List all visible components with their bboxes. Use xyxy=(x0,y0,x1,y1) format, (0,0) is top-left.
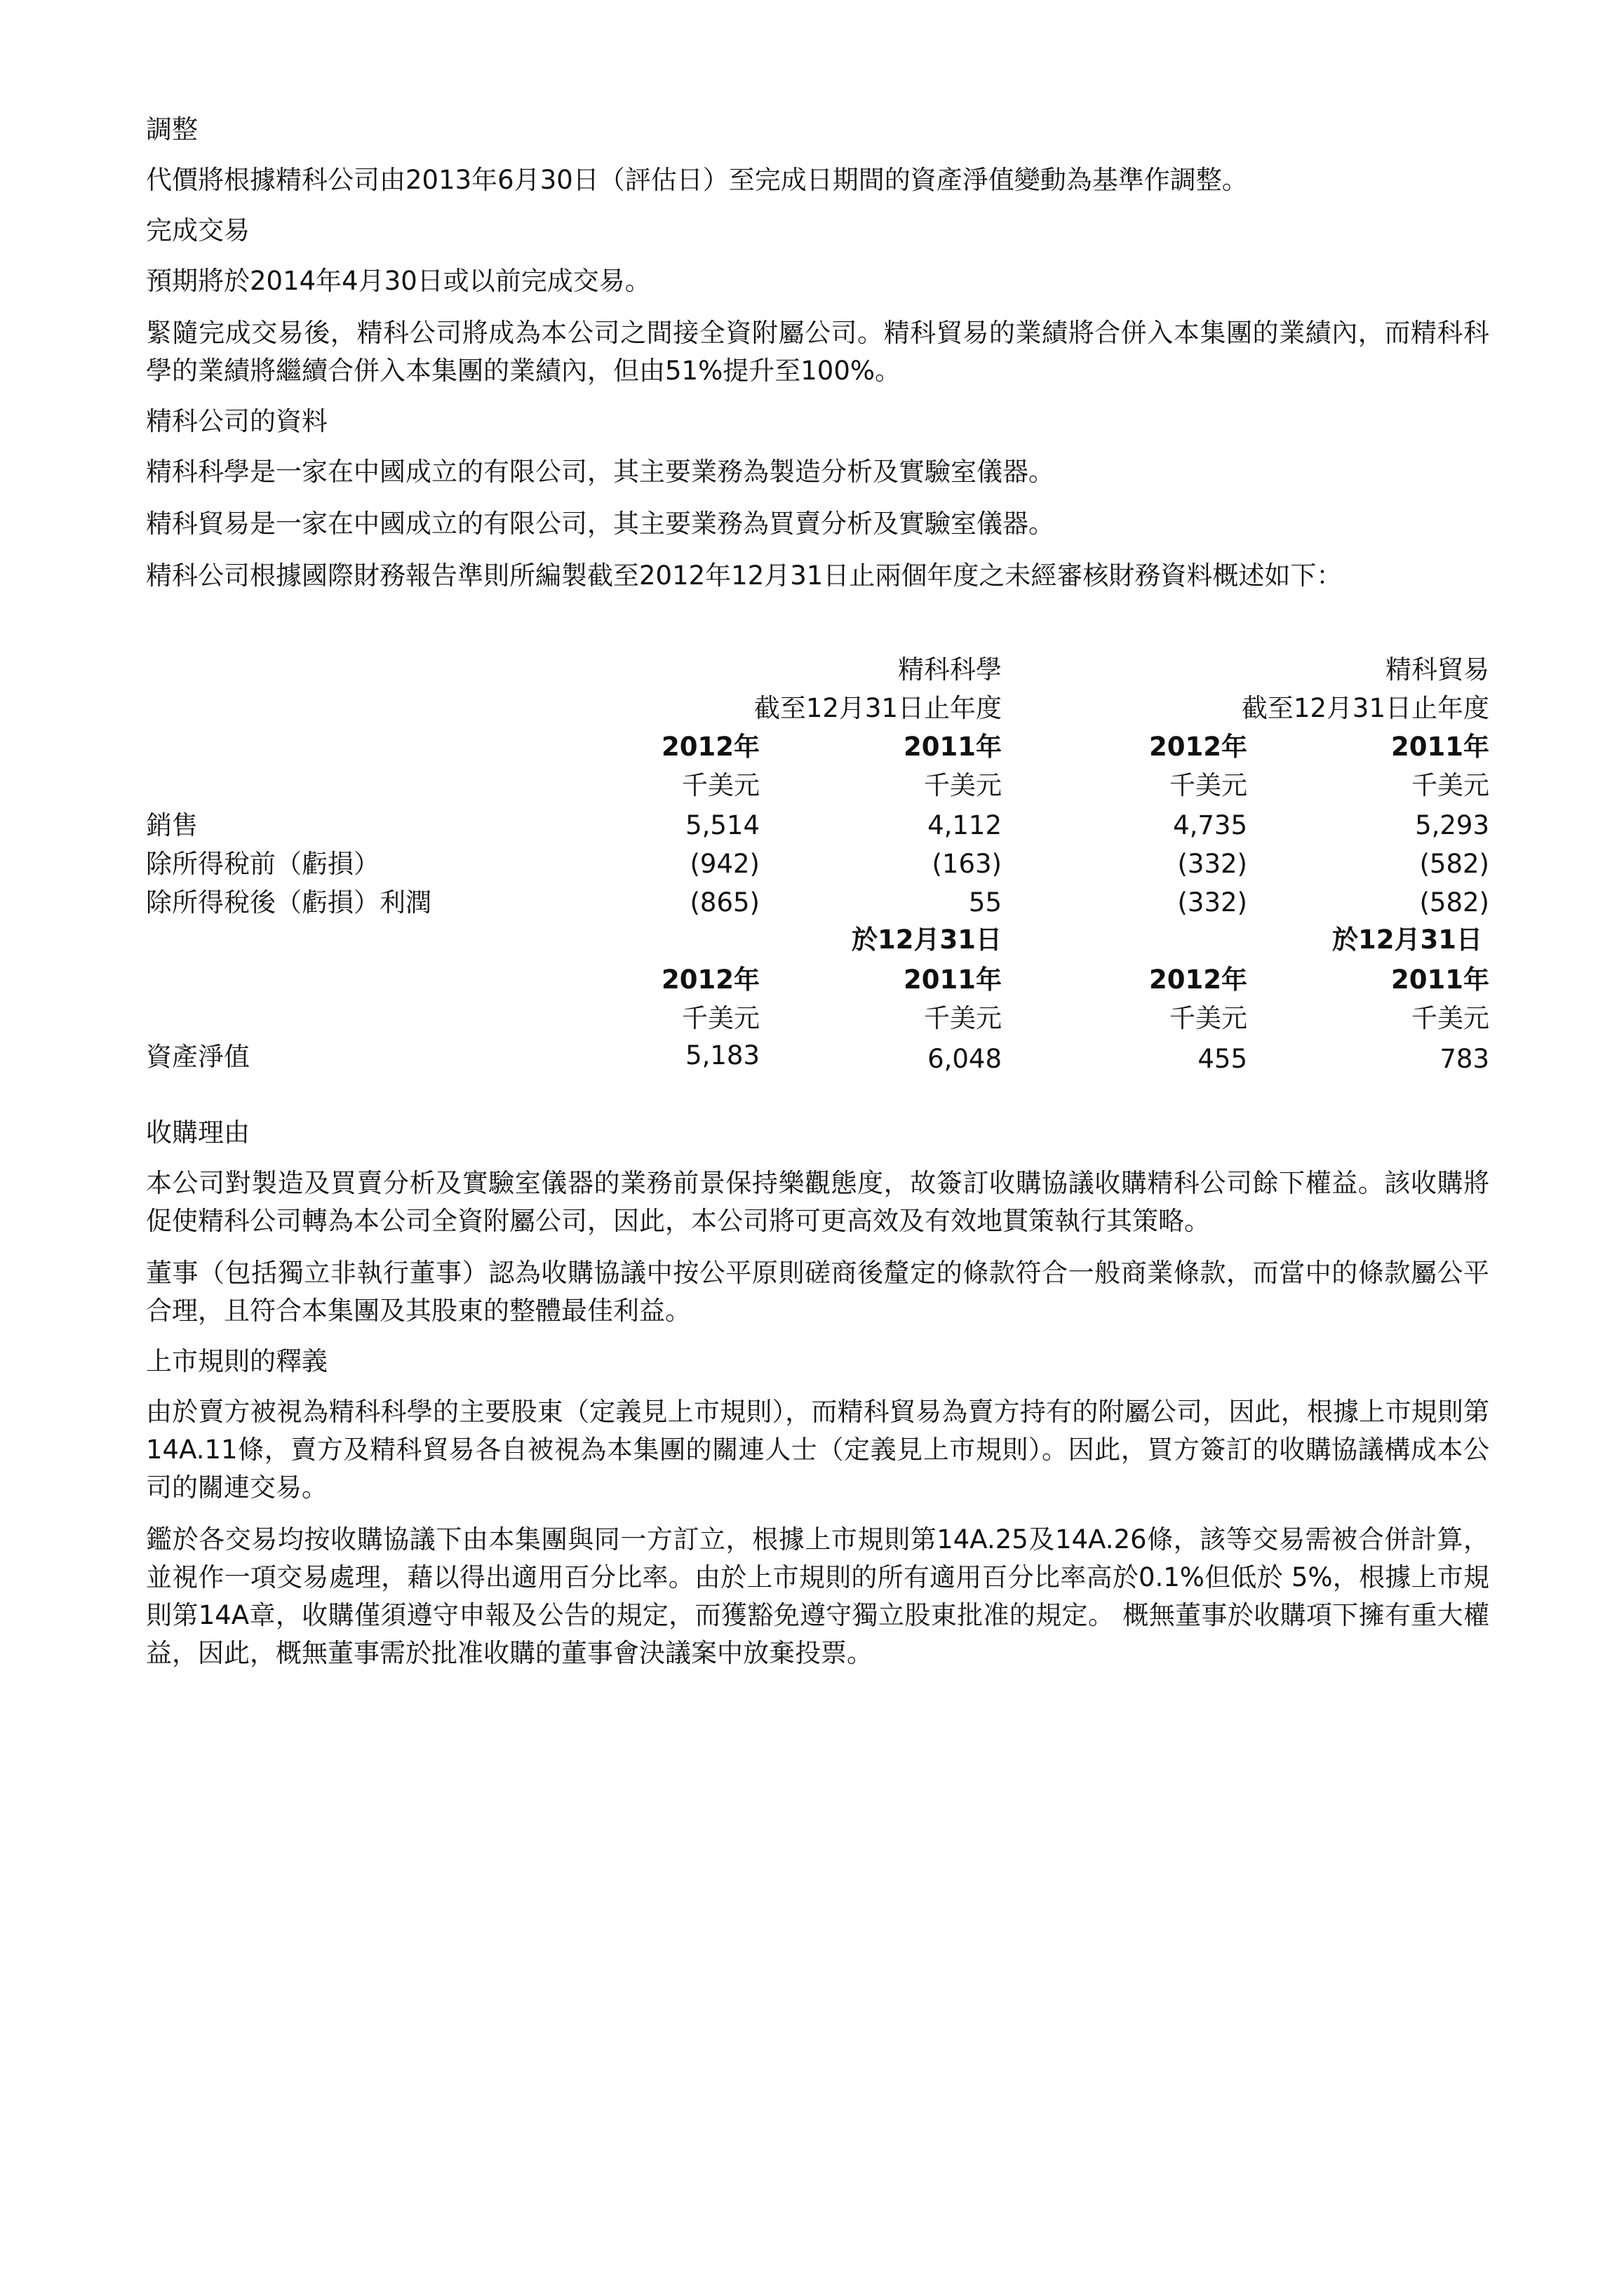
period-1-header xyxy=(754,691,1002,726)
listing-paragraph-1: 由於賣方被視為精科科學的主要股東（定義見上市規則），而精科貿易為賣方持有的附屬公司，因此，根據上市規則第14A.11條，賣方及精科貿易各自被視為本集團的關連人士（定義見上市規則）。因此，買方簽訂的收購協議構成本公司的關連交易。 xyxy=(146,1397,1489,1503)
na-2012-trading: 455 xyxy=(1197,1044,1247,1074)
period-2-header xyxy=(1242,691,1489,726)
year2-2011-col2: 2011年 xyxy=(904,965,1002,995)
row-label-sales: 銷售 xyxy=(146,810,198,840)
unit2-col1: 千美元 xyxy=(682,1003,760,1033)
pat-2011-trading: (582) xyxy=(1419,887,1489,918)
as-at-1-header: 於12月31日 xyxy=(852,925,1002,955)
period-2-text: 截至12月31日止年度 xyxy=(1241,693,1489,723)
unit-col2: 千美元 xyxy=(924,770,1002,800)
info-paragraph-1: 精科科學是一家在中國成立的有限公司，其主要業務為製造分析及實驗室儀器。 xyxy=(146,457,1054,487)
sales-2011-science: 4,112 xyxy=(927,810,1002,840)
listing-heading: 上市規則的釋義 xyxy=(146,1346,328,1376)
adjustment-heading: 調整 xyxy=(146,114,198,145)
year2-2011-col4: 2011年 xyxy=(1391,965,1489,995)
unit-col4: 千美元 xyxy=(1411,770,1489,800)
completion-heading: 完成交易 xyxy=(146,215,250,246)
lbt-2012-trading: (332) xyxy=(1177,849,1247,879)
row-label-profit-after-tax: 除所得稅後（虧損）利潤 xyxy=(146,887,431,918)
unit-col3: 千美元 xyxy=(1169,770,1247,800)
na-2011-trading: 783 xyxy=(1440,1044,1489,1074)
info-paragraph-3: 精科公司根據國際財務報告準則所編製截至2012年12月31日止兩個年度之未經審核財務資料概述如下： xyxy=(146,560,1343,591)
adjustment-paragraph: 代價將根據精科公司由2013年6月30日（評估日）至完成日期間的資產淨值變動為基準作調整。 xyxy=(146,165,1248,195)
as-at-2-header: 於12月31日 xyxy=(1332,925,1482,955)
unit2-col3: 千美元 xyxy=(1169,1003,1247,1033)
info-paragraph-2: 精科貿易是一家在中國成立的有限公司，其主要業務為買賣分析及實驗室儀器。 xyxy=(146,509,1054,539)
year2-2012-col3: 2012年 xyxy=(1149,965,1247,995)
lbt-2012-science: (942) xyxy=(690,849,760,879)
company-2-header: 精科貿易 xyxy=(1385,654,1489,685)
unit-col1: 千美元 xyxy=(682,770,760,800)
row-label-loss-before-tax: 除所得稅前（虧損） xyxy=(146,849,380,879)
unit2-col4: 千美元 xyxy=(1411,1003,1489,1033)
company-1-header: 精科科學 xyxy=(898,654,1002,685)
completion-paragraph-1: 預期將於2014年4月30日或以前完成交易。 xyxy=(146,266,651,296)
listing-paragraph-2: 鑑於各交易均按收購協議下由本集團與同一方訂立，根據上市規則第14A.25及14A.26條，該等交易需被合併計算，並視作一項交易處理，藉以得出適用百分比率。由於上市規則的所有適用百分比率高於0.1%但低於 5%，根據上市規則第14A章，收購僅須遵守申報及公告的規定，而獲豁免遵守獨立股東批准的規定。 概無董事於收購項下擁有重大權益，因此，概無董事需於批准收購的董事會決議案中放棄投票。 xyxy=(146,1524,1489,1668)
sales-2011-trading: 5,293 xyxy=(1415,810,1489,840)
row-label-net-assets: 資產淨值 xyxy=(146,1042,250,1072)
financial-table xyxy=(146,652,1489,1108)
lbt-2011-science: (163) xyxy=(932,849,1002,879)
lbt-2011-trading: (582) xyxy=(1419,849,1489,879)
sales-2012-science: 5,514 xyxy=(685,810,760,840)
sales-2012-trading: 4,735 xyxy=(1173,810,1247,840)
na-2012-science: 5,183 xyxy=(685,1040,760,1070)
year-2012-col3: 2012年 xyxy=(1149,732,1247,762)
year-2012-col1: 2012年 xyxy=(662,732,760,762)
year-2011-col2: 2011年 xyxy=(904,732,1002,762)
year-2011-col4: 2011年 xyxy=(1391,732,1489,762)
year2-2012-col1: 2012年 xyxy=(662,965,760,995)
na-2011-science: 6,048 xyxy=(927,1044,1002,1074)
pat-2011-science: 55 xyxy=(968,887,1002,918)
document-page xyxy=(146,112,1489,1686)
pat-2012-trading: (332) xyxy=(1177,887,1247,918)
reason-paragraph-1: 本公司對製造及買賣分析及實驗室儀器的業務前景保持樂觀態度，故簽訂收購協議收購精科公司餘下權益。該收購將促使精科公司轉為本公司全資附屬公司，因此，本公司將可更高效及有效地貫策執行其策略。 xyxy=(146,1168,1489,1236)
period-1-text: 截至12月31日止年度 xyxy=(753,693,1002,723)
completion-paragraph-2: 緊隨完成交易後，精科公司將成為本公司之間接全資附屬公司。精科貿易的業績將合併入本集團的業績內，而精科科學的業績將繼續合併入本集團的業績內，但由51%提升至100%。 xyxy=(146,318,1489,386)
reason-heading: 收購理由 xyxy=(146,1117,250,1148)
reason-paragraph-2: 董事（包括獨立非執行董事）認為收購協議中按公平原則磋商後釐定的條款符合一般商業條款，而當中的條款屬公平合理，且符合本集團及其股東的整體最佳利益。 xyxy=(146,1258,1489,1326)
info-heading: 精科公司的資料 xyxy=(146,406,328,436)
pat-2012-science: (865) xyxy=(690,887,760,918)
unit2-col2: 千美元 xyxy=(924,1003,1002,1033)
